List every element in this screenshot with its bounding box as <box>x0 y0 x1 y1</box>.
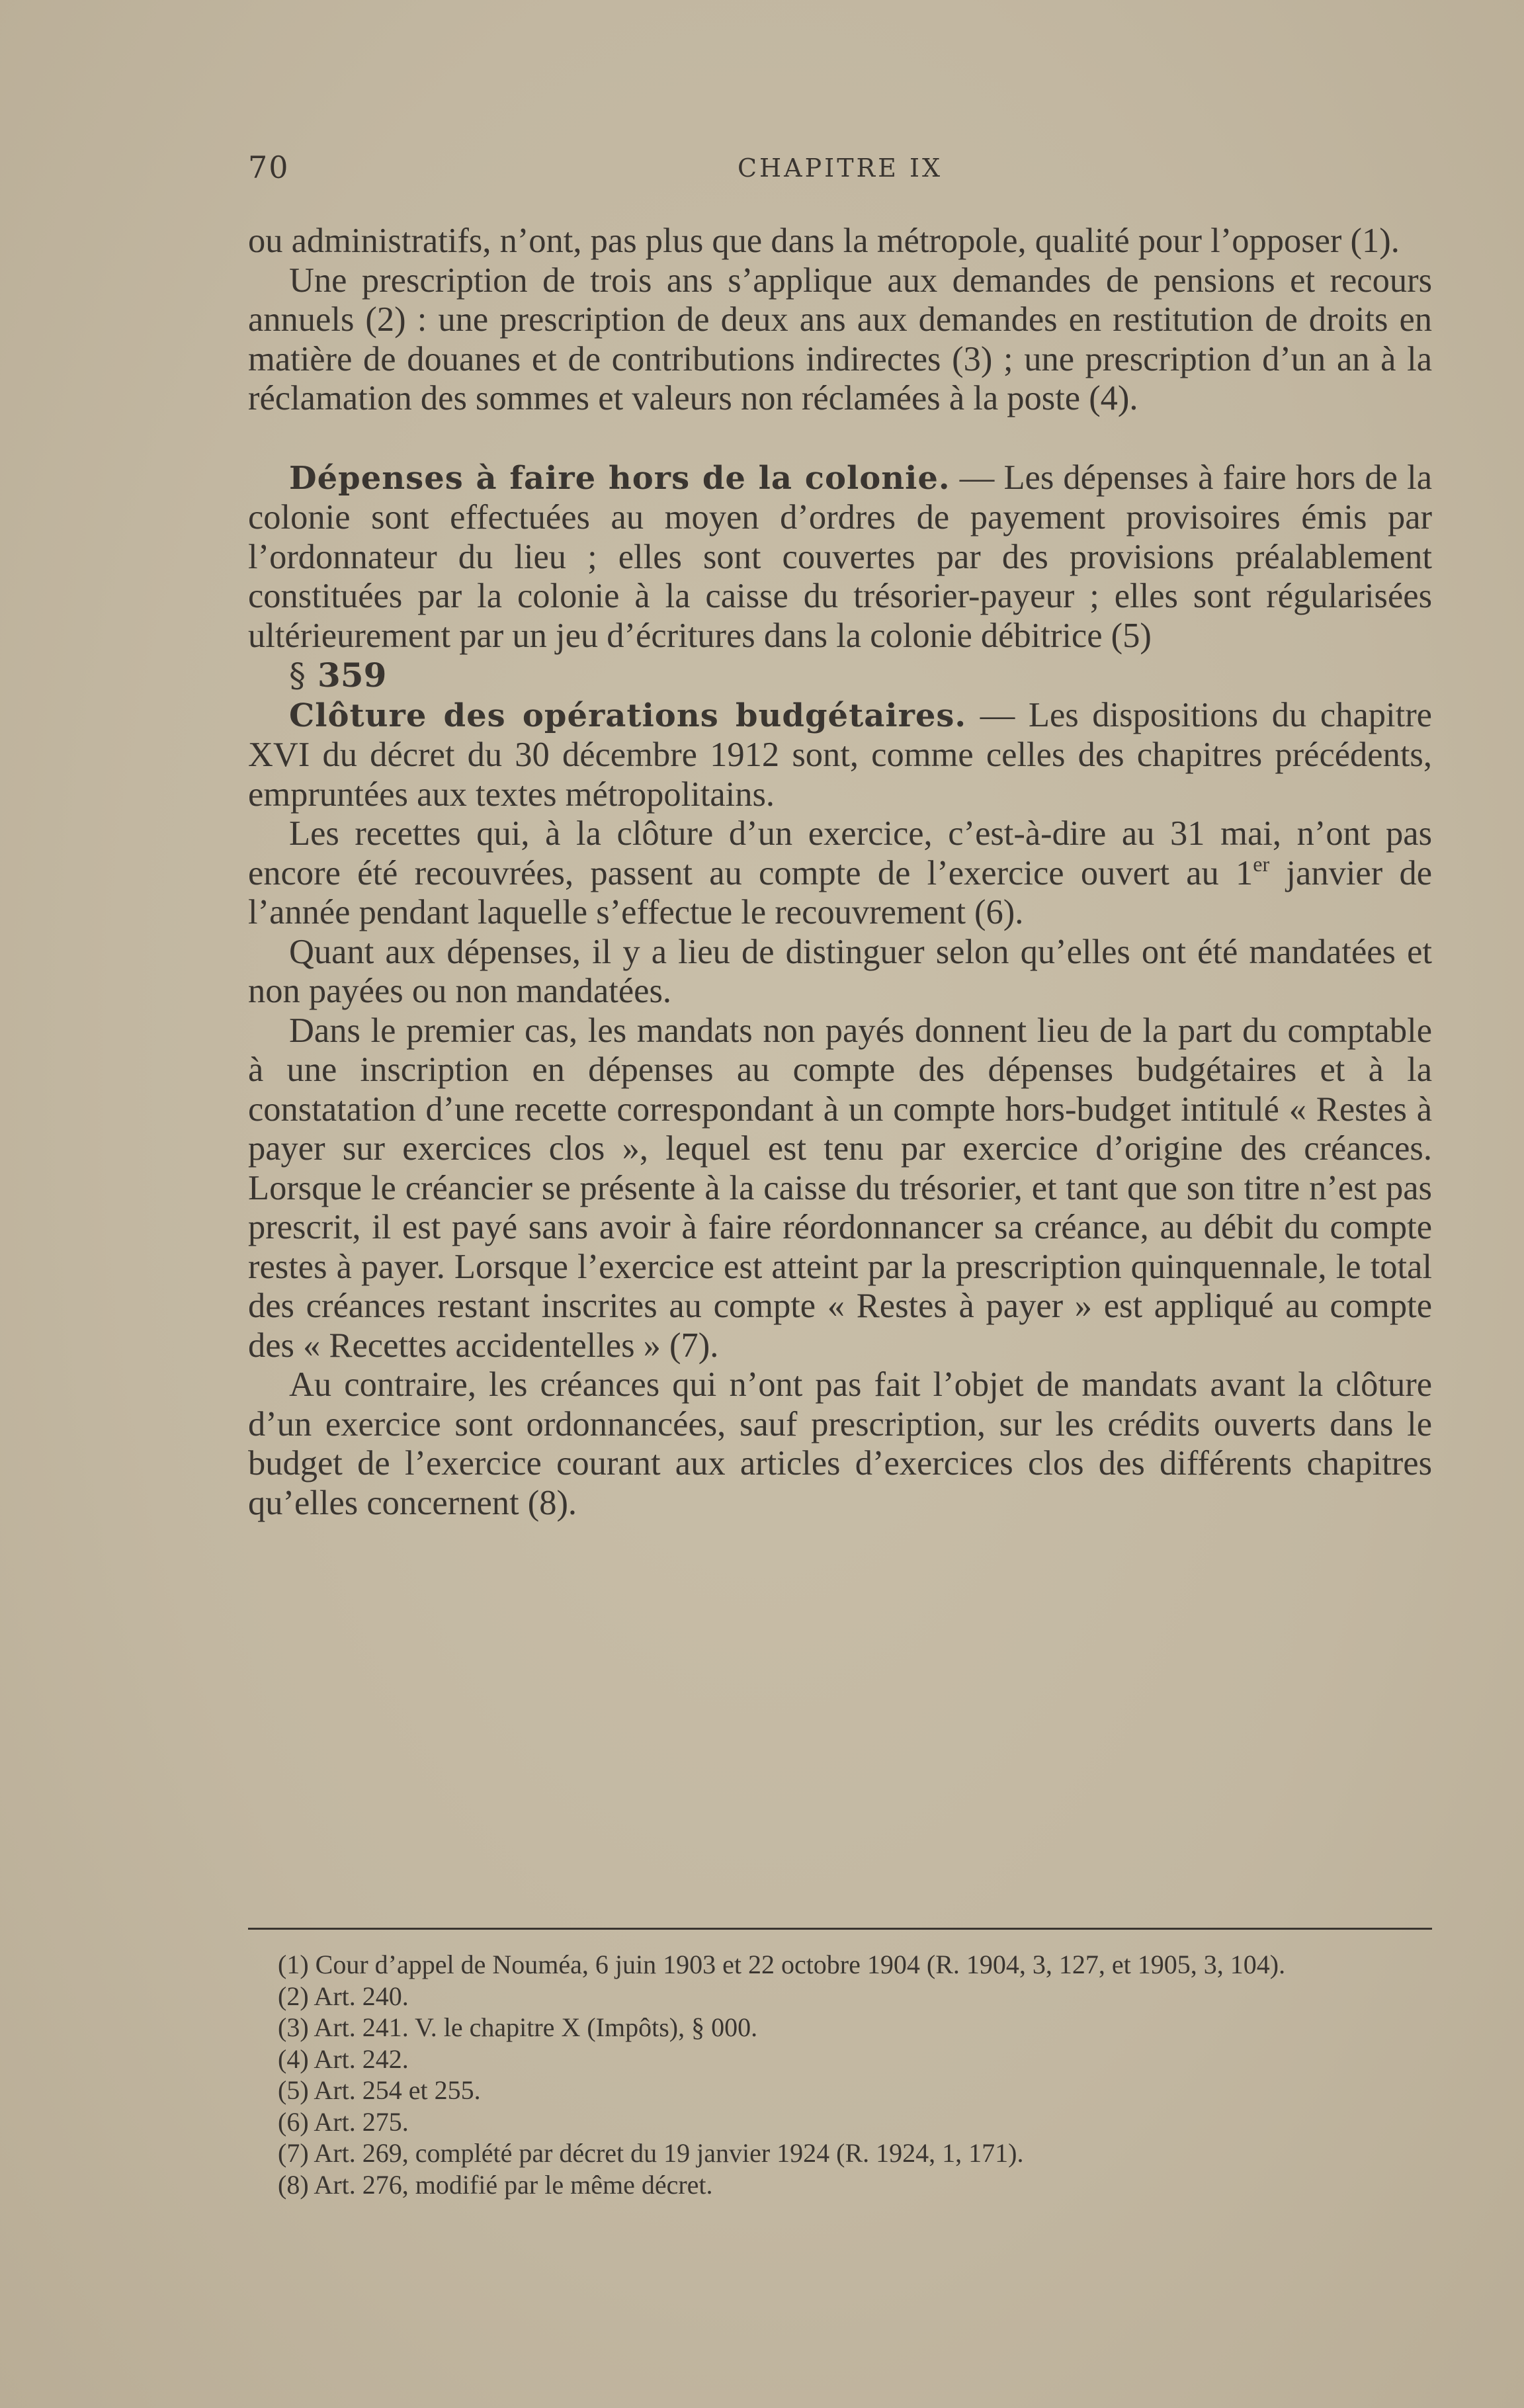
paragraph: Une prescription de trois ans s’applique aux demandes de pensions et recours annuels (2) : une prescription de deux ans aux demandes en restitution de droits en matière de douanes et de contributions indirectes (3) ; une prescription d’un an à la réclamation des sommes et valeurs non réclamées à la poste (4). <box>248 261 1432 417</box>
footnote: (3) Art. 241. V. le chapitre X (Impôts), § 000. <box>278 2012 758 2042</box>
chapter-title: CHAPITRE IX <box>737 153 943 183</box>
paragraph-text: Les recettes qui, à la clôture d’un exercice, c’est-à-dire au 31 mai, n’ont pas encore été recouvrées, passent au compte de l’exercice ouvert au 1 <box>248 814 1432 892</box>
page-number: 70 <box>248 150 290 185</box>
run-in-heading: Dépenses à faire hors de la colonie. <box>289 459 951 497</box>
section-heading <box>248 656 1432 696</box>
paragraph: ou administratifs, n’ont, pas plus que dans la métropole, qualité pour l’opposer (1). <box>248 222 1400 260</box>
paragraph-closure <box>248 696 1432 815</box>
running-header <box>248 150 1432 189</box>
footnote: (4) Art. 242. <box>278 2043 409 2074</box>
footnote: (2) Art. 240. <box>278 1981 409 2011</box>
section-number: 359 <box>318 656 387 695</box>
main-text <box>248 222 1432 1523</box>
footnote-rule <box>248 1928 1432 1930</box>
paragraph-expenses <box>248 458 1432 656</box>
paragraph: Quant aux dépenses, il y a lieu de distinguer selon qu’elles ont été mandatées et non payées ou non mandatées. <box>248 932 1432 1010</box>
footnote: (5) Art. 254 et 255. <box>278 2075 481 2105</box>
paragraph: Dans le premier cas, les mandats non payés donnent lieu de la part du comptable à une inscription en dépenses au compte des dépenses budgétaires et à la constatation d’une recette correspondant à un compte hors-budget intitulé « Restes à payer sur exercices clos », lequel est tenu par exercice d’origine des créances. Lorsque le créancier se présente à la caisse du trésorier, et tant que son titre n’est pas prescrit, il est payé sans avoir à faire réordonnancer sa créance, au débit du compte restes à payer. Lorsque l’exercice est atteint par la prescription quinquennale, le total des créances restant inscrites au compte « Restes à payer » est appliqué au compte des « Recettes accidentelles » (7). <box>248 1011 1432 1365</box>
footnote: (7) Art. 269, complété par décret du 19 janvier 1924 (R. 1924, 1, 171). <box>278 2138 1024 2168</box>
run-in-heading: Clôture des opérations budgétaires. <box>289 697 967 734</box>
paragraph-text: — Les dépenses à faire hors de la colonie sont effectuées au moyen d’ordres de payement provisoires émis par l’ordonnateur du lieu ; elles sont couvertes par des provisions préalablement constituées par la colonie à la caisse du trésorier-payeur ; elles sont régularisées ultérieurement par un jeu d’écritures dans la colonie débitrice (5) <box>248 458 1432 655</box>
footnote: (6) Art. 275. <box>278 2106 409 2137</box>
footnote: (8) Art. 276, modifié par le même décret. <box>278 2169 713 2200</box>
section-symbol: § <box>289 656 306 695</box>
footnote: (1) Cour d’appel de Nouméa, 6 juin 1903 et 22 octobre 1904 (R. 1904, 3, 127, et 1905, 3, 104). <box>278 1950 1286 1979</box>
paragraph: Au contraire, les créances qui n’ont pas fait l’objet de mandats avant la clôture d’un exercice sont ordonnancées, sauf prescription, sur les crédits ouverts dans le budget de l’exercice courant aux articles d’exercices clos des différents chapitres qu’elles concernent (8). <box>248 1365 1432 1522</box>
paragraph-text: — Les dispositions du chapitre XVI du décret du 30 décembre 1912 sont, comme celles des chapitres précédents, empruntées aux textes métropolitains. <box>248 695 1432 814</box>
paragraph-text: janvier de l’année pendant laquelle s’effectue le recouvrement (6). <box>248 853 1433 931</box>
superscript: er <box>1253 851 1270 876</box>
footnotes <box>248 1949 1432 2200</box>
paragraph <box>248 814 1432 933</box>
